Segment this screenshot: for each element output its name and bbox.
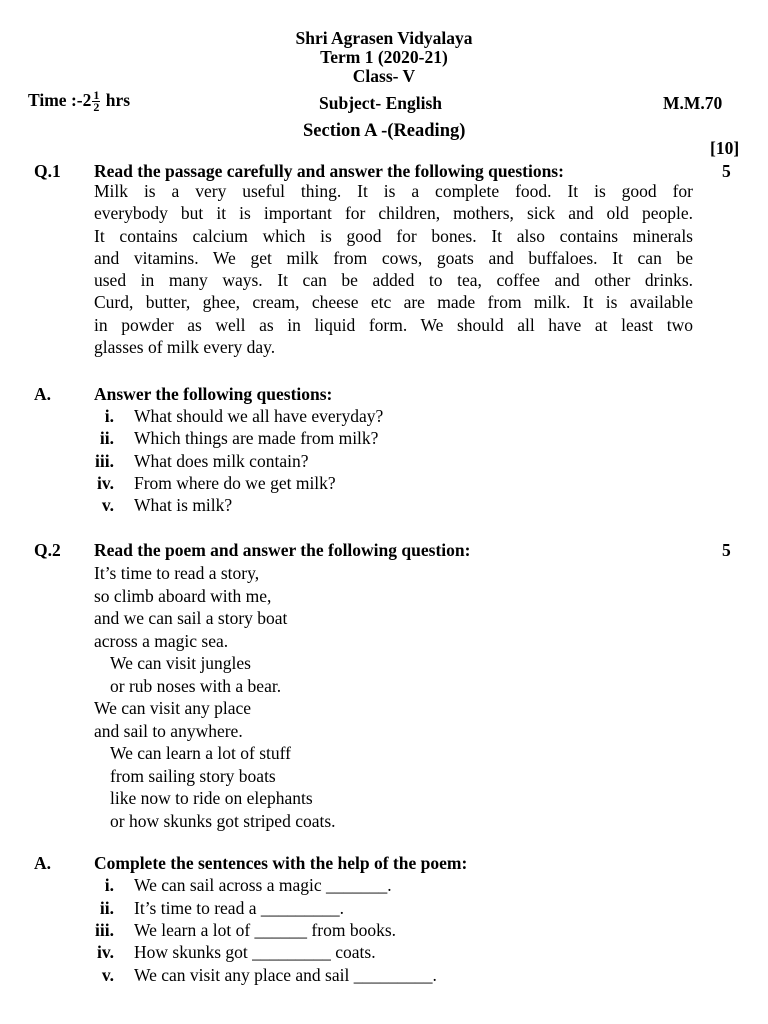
passage-line: Milk is a very useful thing. It is a complete food. It is good for bbox=[94, 181, 693, 201]
poem-line: We can visit jungles bbox=[110, 653, 251, 673]
q1-subsection-title: Answer the following questions: bbox=[94, 384, 333, 404]
question-number: iv. bbox=[96, 473, 114, 493]
passage-line: and vitamins. We get milk from cows, goats and buffaloes. It can be bbox=[94, 247, 693, 268]
q1-subsection-label: A. bbox=[34, 384, 52, 404]
subject-label: Subject- English bbox=[319, 93, 443, 113]
question-text: What is milk? bbox=[134, 495, 233, 515]
max-marks: M.M.70 bbox=[663, 93, 723, 113]
poem-line: across a magic sea. bbox=[94, 630, 229, 651]
question-text: What should we all have everyday? bbox=[134, 406, 384, 426]
q2-subsection-label: A. bbox=[34, 853, 52, 873]
poem-line: or rub noses with a bear. bbox=[110, 675, 282, 696]
poem-line: We can visit any place bbox=[94, 698, 251, 718]
passage-line: Curd, butter, ghee, cream, cheese etc are made from milk. It is available bbox=[94, 292, 693, 313]
time-suffix: hrs bbox=[105, 90, 131, 110]
q2-subsection-title: Complete the sentences with the help of the poem: bbox=[94, 853, 468, 873]
poem-line: so climb aboard with me, bbox=[94, 585, 272, 606]
passage-line: used in many ways. It can be added to tea, coffee and other drinks. bbox=[94, 270, 693, 291]
q1-instruction: Read the passage carefully and answer the following questions: bbox=[94, 161, 564, 181]
time-label bbox=[28, 90, 130, 113]
passage-line: everybody but it is important for children, mothers, sick and old people. bbox=[94, 203, 693, 224]
time-prefix: Time :-2 bbox=[28, 90, 92, 110]
question-text: How skunks got _________ coats. bbox=[134, 942, 376, 962]
q1-passage bbox=[94, 180, 693, 358]
question-number: i. bbox=[104, 406, 114, 426]
passage-line: It contains calcium which is good for bones. It also contains minerals bbox=[94, 225, 693, 246]
section-marks: [10] bbox=[710, 138, 740, 158]
time-fraction-denominator: 2 bbox=[93, 100, 100, 115]
poem-line: like now to ride on elephants bbox=[110, 788, 313, 808]
question-text: It’s time to read a _________. bbox=[134, 898, 344, 918]
q2-instruction: Read the poem and answer the following question: bbox=[94, 540, 471, 560]
q2-number: Q.2 bbox=[34, 540, 61, 560]
q1-marks: 5 bbox=[722, 161, 731, 181]
class-label: Class- V bbox=[352, 66, 416, 86]
question-text: What does milk contain? bbox=[134, 451, 309, 471]
poem-line: from sailing story boats bbox=[110, 765, 276, 786]
question-number: v. bbox=[101, 965, 114, 985]
question-number: v. bbox=[101, 495, 114, 515]
passage-line: in powder as well as in liquid form. We should all have at least two bbox=[94, 314, 693, 335]
q1-number: Q.1 bbox=[34, 161, 61, 181]
question-number: ii. bbox=[99, 428, 114, 448]
poem-line: and sail to anywhere. bbox=[94, 720, 243, 741]
question-number: iii. bbox=[95, 920, 114, 940]
question-number: i. bbox=[104, 875, 114, 895]
time-fraction bbox=[92, 90, 100, 113]
question-number: iii. bbox=[95, 451, 114, 471]
q2-marks: 5 bbox=[722, 540, 731, 560]
question-text: Which things are made from milk? bbox=[134, 428, 379, 448]
question-number: iv. bbox=[96, 942, 114, 962]
poem-line: It’s time to read a story, bbox=[94, 563, 260, 583]
poem-line: We can learn a lot of stuff bbox=[110, 743, 291, 763]
question-text: We can visit any place and sail _________. bbox=[134, 965, 437, 985]
time-fraction-numerator: 1 bbox=[93, 88, 100, 103]
section-title: Section A -(Reading) bbox=[303, 121, 466, 141]
school-name: Shri Agrasen Vidyalaya bbox=[295, 28, 473, 48]
poem bbox=[94, 562, 336, 832]
passage-line: glasses of milk every day. bbox=[94, 337, 276, 358]
question-number: ii. bbox=[99, 898, 114, 918]
poem-line: or how skunks got striped coats. bbox=[110, 810, 336, 831]
poem-line: and we can sail a story boat bbox=[94, 608, 288, 628]
question-text: We can sail across a magic _______. bbox=[134, 875, 392, 895]
question-text: From where do we get milk? bbox=[134, 473, 336, 493]
term-label: Term 1 (2020-21) bbox=[320, 47, 448, 67]
question-text: We learn a lot of ______ from books. bbox=[134, 920, 397, 940]
